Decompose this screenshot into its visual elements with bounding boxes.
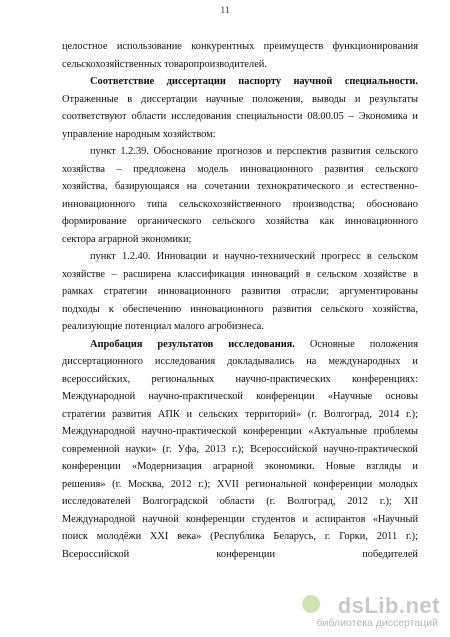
line-text: всероссийских, региональных научно-практических конференциях: [62, 373, 418, 385]
line-text: Отраженные в диссертации научные положения, выводы и результаты [62, 93, 418, 105]
line-text: реализующие потенциал малого агробизнеса. [62, 321, 264, 332]
text-line [62, 178, 418, 196]
text-line [62, 423, 418, 441]
line-text: диссертационного исследования докладывались на международных и [62, 356, 418, 367]
text-line [62, 196, 418, 214]
text-line [62, 476, 418, 494]
text-line [62, 108, 418, 126]
line-text: подходы к обеспечению инновационного развития сельского хозяйства, [62, 303, 418, 315]
line-text: сельскохозяйственных товаропроизводителей. [62, 58, 267, 70]
text-line [62, 388, 418, 406]
line-text: исследователей Волгоградской области (г. Волгоград, 2012 г.); XII [62, 496, 418, 507]
text-line [62, 353, 418, 371]
text-line [62, 143, 418, 161]
text-line [62, 458, 418, 476]
watermark [270, 593, 440, 631]
line-text: пункт 1.2.40. Инновации и научно-технический прогресс в сельском [90, 251, 418, 262]
line-text: рамках стратегии инновационного развития отрасли; аргументированы [62, 286, 418, 297]
text-line [62, 38, 418, 56]
line-text: хозяйства – предложена модель инновационного развития сельского [62, 163, 418, 175]
line-text: Основные положения [294, 338, 418, 350]
text-line [62, 546, 418, 564]
line-text: управление народным хозяйством: [62, 128, 216, 140]
line-text: конференции «Модернизация аграрной экономики. Новые взгляды и [62, 461, 418, 472]
text-line [62, 126, 418, 144]
text-line [62, 406, 418, 424]
line-text: формирование органического сельского хозяйства как инновационного [62, 216, 418, 227]
text-line [62, 493, 418, 511]
text-line [62, 56, 418, 74]
bold-heading: Соответствие диссертации паспорту научной специальности. [90, 76, 418, 87]
text-line [62, 511, 418, 529]
text-line [62, 283, 418, 301]
watermark-logo: dsLib.net [337, 593, 440, 618]
text-line [62, 91, 418, 109]
bold-heading: Апробация результатов исследования. [90, 338, 295, 350]
line-text: Международной научно-практической конференции «Научные основы [62, 391, 418, 402]
text-line [62, 213, 418, 231]
line-text: поиск молодёжи XXI века» (Республика Беларусь, г. Горки, 2011 г.); [62, 531, 418, 542]
text-line [62, 528, 418, 546]
line-text: хозяйстве – расширена классификация инноваций в сельском хозяйстве в [62, 268, 418, 280]
line-text: пункт 1.2.39. Обоснование прогнозов и перспектив развития сельского [90, 146, 418, 157]
line-text: Всероссийской конференции победителей [62, 548, 418, 560]
line-text: сектора аграрной экономики; [62, 233, 192, 245]
line-text: Международной научной конференции студентов и аспирантов «Научный [62, 513, 418, 525]
text-line [62, 266, 418, 284]
line-text: хозяйства, базирующаяся на сочетании технократического и естественно- [62, 181, 418, 192]
watermark-subtitle: библиотека диссертаций [316, 617, 438, 629]
text-line [62, 73, 418, 91]
document-body [62, 38, 418, 563]
text-line [62, 248, 418, 266]
text-line [62, 318, 418, 336]
line-text: инновационного типа сельскохозяйственного производства; обосновано [62, 198, 418, 210]
text-line [62, 161, 418, 179]
line-text: соответствуют области исследования специальности 08.00.05 – Экономика и [62, 111, 418, 122]
line-text: современной науки» (г. Уфа, 2013 г.); Всероссийской научно-практической [62, 443, 418, 455]
line-text: целостное использование конкурентных преимуществ функционирования [62, 41, 418, 52]
text-line [62, 231, 418, 249]
text-line [62, 301, 418, 319]
watermark-badge-icon [302, 595, 320, 613]
line-text: Международной научно-практической конференции «Актуальные проблемы [62, 426, 418, 437]
line-text: стратегии развития АПК и сельских территорий» (г. Волгоград, 2014 г.); [62, 408, 418, 420]
text-line [62, 371, 418, 389]
page-number: 11 [220, 6, 230, 16]
text-line [62, 336, 418, 354]
line-text: решения» (г. Москва, 2012 г.); XVII региональной конференции молодых [62, 478, 418, 490]
text-line [62, 441, 418, 459]
